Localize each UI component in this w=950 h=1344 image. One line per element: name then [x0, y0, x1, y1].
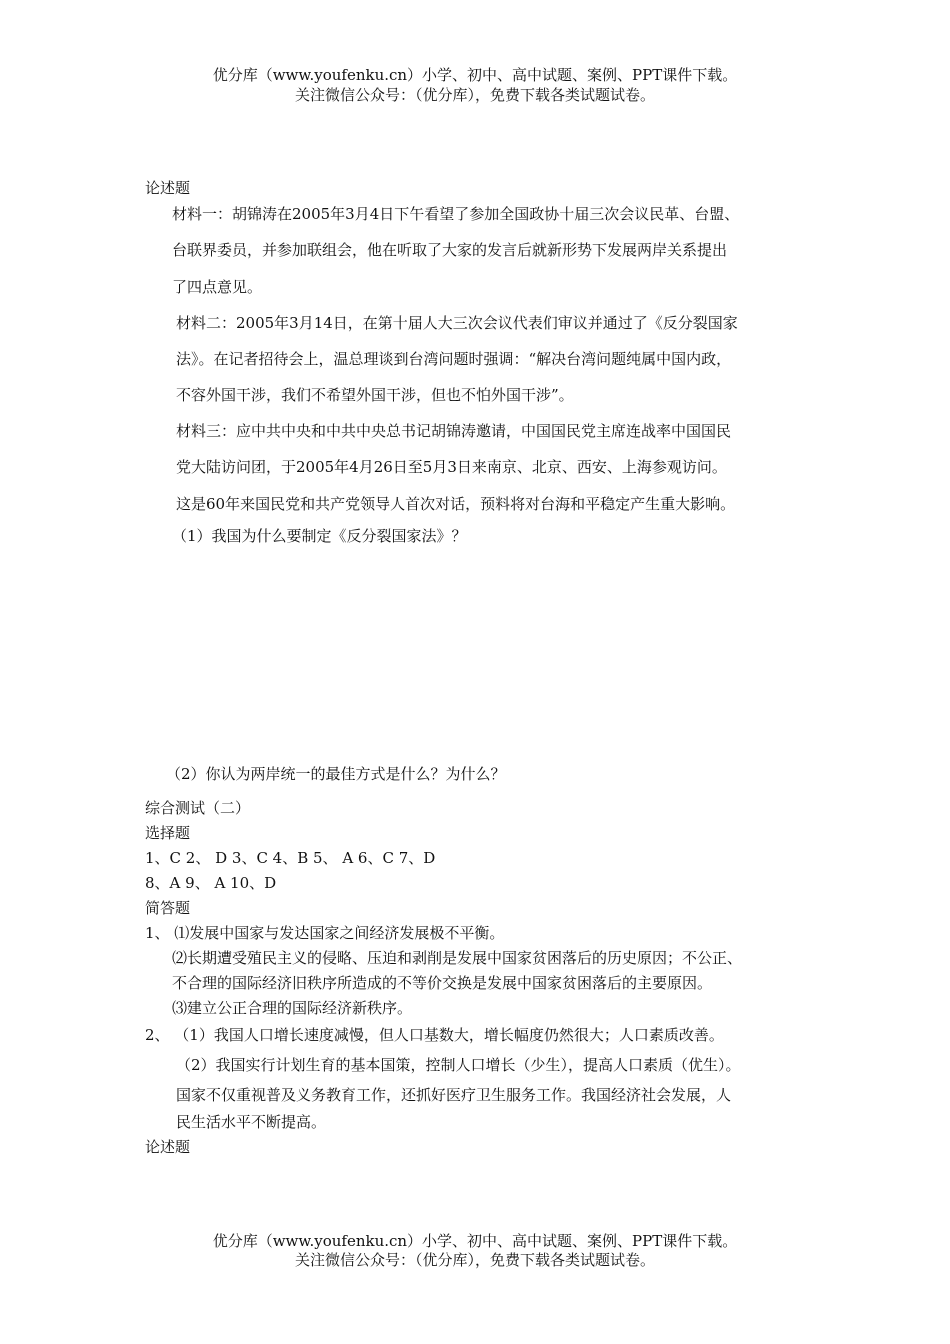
essay-section-title: 论述题: [145, 179, 191, 197]
choice-answers-line-2: 8、A 9、 A 10、D: [145, 874, 277, 892]
material-2-line-2: 法》。在记者招待会上，温总理谈到台湾问题时强调：“解决台湾问题纯属中国内政，: [176, 350, 732, 368]
short-answer-2-line-2: （2）我国实行计划生育的基本国策，控制人口增长（少生），提高人口素质（优生）。: [176, 1056, 741, 1074]
short-answer-1-line-2: ⑵长期遭受殖民主义的侵略、压迫和剥削是发展中国家贫困落后的历史原因；不公正、: [172, 949, 743, 967]
short-answer-section-title: 简答题: [145, 899, 191, 917]
material-2-line-3: 不容外国干涉，我们不希望外国干涉，但也不怕外国干涉”。: [176, 386, 574, 404]
short-answer-2-line-1: 2、 （1）我国人口增长速度减慢，但人口基数大，增长幅度仍然很大；人口素质改善。: [145, 1026, 724, 1044]
short-answer-2-line-4: 民生活水平不断提高。: [176, 1113, 327, 1131]
short-answer-1-line-1: 1、 ⑴发展中国家与发达国家之间经济发展极不平衡。: [145, 924, 505, 942]
short-answer-1-line-4: ⑶建立公正合理的国际经济新秩序。: [172, 999, 413, 1017]
material-3-line-1: 材料三：应中共中央和中共中央总书记胡锦涛邀请，中国国民党主席连战率中国国民: [176, 422, 732, 440]
short-answer-1-line-3: 不合理的国际经济旧秩序所造成的不等价交换是发展中国家贫困落后的主要原因。: [172, 974, 713, 992]
choice-answers-line-1: 1、C 2、 D 3、C 4、B 5、 A 6、C 7、D: [145, 849, 436, 867]
header-line-2: 关注微信公众号：（优分库），免费下载各类试题试卷。: [294, 86, 655, 104]
short-answer-2-line-3: 国家不仅重视普及义务教育工作，还抓好医疗卫生服务工作。我国经济社会发展，人: [176, 1086, 732, 1104]
material-3-line-3: 这是60年来国民党和共产党领导人首次对话，预料将对台海和平稳定产生重大影响。: [176, 495, 736, 513]
footer-line-2: 关注微信公众号：（优分库），免费下载各类试题试卷。: [294, 1251, 655, 1269]
material-3-line-2: 党大陆访问团，于2005年4月26日至5月3日来南京、北京、西安、上海参观访问。: [176, 458, 727, 476]
essay-question-2: （2）你认为两岸统一的最佳方式是什么？为什么？: [166, 765, 506, 783]
footer-line-1: 优分库（www.youfenku.cn）小学、初中、高中试题、案例、PPT课件下载。: [212, 1232, 738, 1250]
test-2-title: 综合测试（二）: [145, 799, 251, 817]
header-line-1: 优分库（www.youfenku.cn）小学、初中、高中试题、案例、PPT课件下载。: [212, 66, 738, 84]
material-1-line-1: 材料一：胡锦涛在2005年3月4日下午看望了参加全国政协十届三次会议民革、台盟、: [172, 205, 740, 223]
essay-answer-section-title: 论述题: [145, 1138, 191, 1156]
material-1-line-2: 台联界委员，并参加联组会，他在听取了大家的发言后就新形势下发展两岸关系提出: [172, 241, 728, 259]
material-1-line-3: 了四点意见。: [172, 278, 263, 296]
essay-question-1: （1）我国为什么要制定《反分裂国家法》？: [172, 527, 467, 545]
material-2-line-1: 材料二：2005年3月14日，在第十届人大三次会议代表们审议并通过了《反分裂国家: [176, 314, 738, 332]
choice-section-title: 选择题: [145, 824, 191, 842]
